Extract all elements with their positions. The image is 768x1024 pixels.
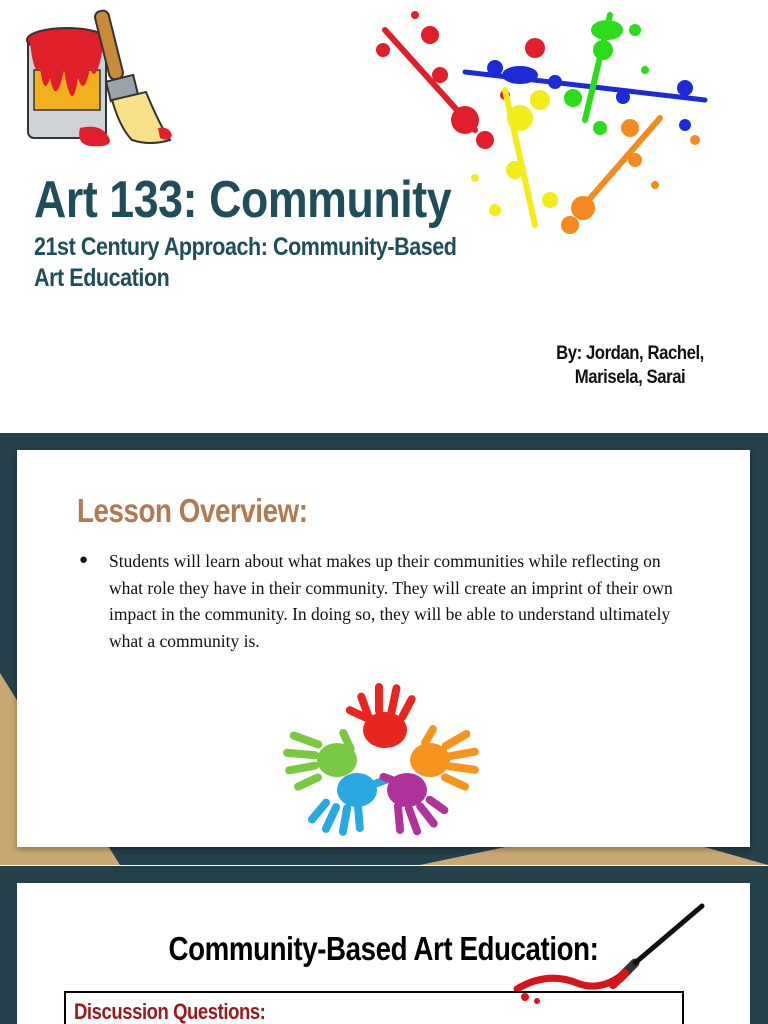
- presentation-subtitle: 21st Century Approach: Community-Based Art Education: [34, 233, 457, 292]
- presentation-title: Art 133: Community: [34, 171, 452, 229]
- bullet-point: ●: [79, 551, 89, 568]
- section-heading: Community-Based Art Education:: [168, 930, 599, 967]
- paint-can-icon: [20, 8, 180, 158]
- authors: [551, 342, 709, 390]
- content-card: [17, 450, 750, 847]
- content-card: [17, 883, 750, 1024]
- colorful-handprints-icon: [275, 678, 485, 838]
- title-slide: [0, 0, 768, 432]
- bullet-text: Students will learn about what makes up their communities while reflecting on what role they have in their community. They will create an imprint of their own impact in the community. In doing so, they will be able to understand ultimately what a community is.: [109, 551, 673, 651]
- authors-line-2: Marisela, Sarai: [574, 367, 686, 388]
- lesson-overview-slide: [0, 433, 768, 865]
- discussion-questions-label: Discussion Questions:: [74, 999, 266, 1024]
- discussion-questions-box: [64, 991, 684, 1024]
- community-based-art-slide: [0, 866, 768, 1024]
- authors-line-1: By: Jordan, Rachel,: [556, 343, 704, 364]
- section-heading: Lesson Overview:: [77, 492, 308, 529]
